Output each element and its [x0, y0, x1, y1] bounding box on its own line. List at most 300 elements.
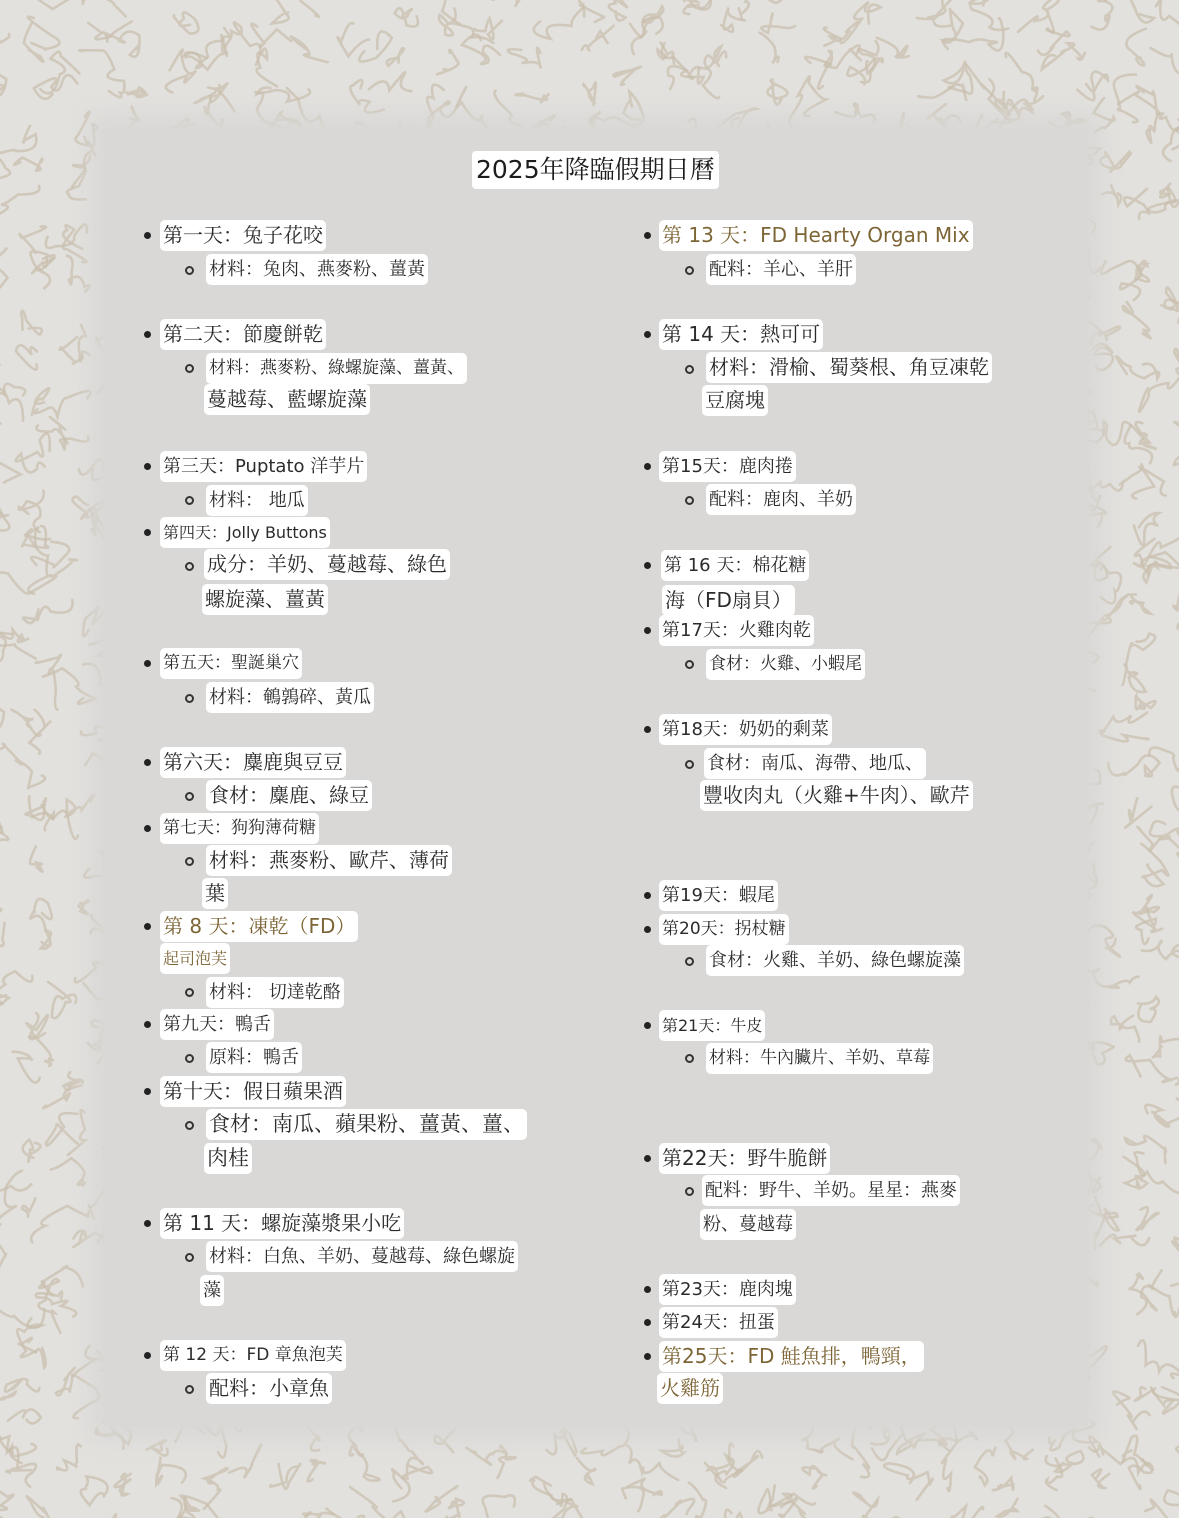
squiggle-shape [877, 38, 909, 58]
squiggle-shape [0, 827, 8, 871]
squiggle-shape [68, 1110, 85, 1155]
bullet-icon [144, 1021, 151, 1028]
squiggle-shape [508, 48, 541, 68]
squiggle-shape [60, 337, 90, 364]
squiggle-shape [255, 1512, 310, 1518]
squiggle-shape [31, 1206, 93, 1243]
squiggle-shape [1049, 112, 1084, 128]
squiggle-shape [21, 311, 42, 335]
bullet-icon [644, 1353, 651, 1360]
squiggle-shape [0, 1490, 13, 1518]
squiggle-shape [96, 1429, 124, 1449]
day-7-detail-2: 葉 [202, 878, 228, 909]
squiggle-shape [1108, 755, 1160, 776]
day-1-detail: 材料：兔肉、燕麥粉、薑黃 [206, 254, 428, 285]
day-11-detail-2: 藻 [200, 1275, 224, 1306]
squiggle-shape [1130, 594, 1151, 613]
squiggle-shape [1042, 43, 1085, 69]
squiggle-shape [11, 710, 40, 736]
squiggle-shape [51, 1158, 85, 1186]
squiggle-shape [1118, 86, 1159, 114]
squiggle-shape [43, 1085, 81, 1108]
squiggle-shape [350, 80, 384, 113]
squiggle-shape [790, 76, 826, 133]
circle-bullet-icon [185, 988, 194, 997]
squiggle-shape [350, 1487, 404, 1518]
squiggle-shape [1137, 821, 1165, 850]
day-2-title: 第二天：節慶餅乾 [160, 319, 326, 350]
day-17-title: 第17天：火雞肉乾 [659, 615, 814, 646]
squiggle-shape [23, 1140, 41, 1162]
bullet-icon [144, 529, 151, 536]
squiggle-shape [917, 0, 954, 20]
squiggle-shape [0, 559, 77, 593]
squiggle-shape [30, 847, 42, 872]
squiggle-shape [1092, 1469, 1109, 1488]
squiggle-shape [0, 384, 25, 396]
squiggle-shape [993, 1478, 1013, 1490]
squiggle-shape [510, 0, 536, 7]
squiggle-shape [1088, 464, 1142, 490]
squiggle-shape [1093, 972, 1138, 988]
squiggle-shape [1172, 785, 1179, 810]
squiggle-shape [28, 536, 51, 594]
squiggle-shape [1099, 731, 1149, 742]
squiggle-shape [88, 21, 132, 39]
squiggle-shape [1006, 53, 1038, 101]
squiggle-shape [1134, 513, 1159, 545]
squiggle-shape [1018, 0, 1060, 33]
squiggle-shape [81, 1477, 108, 1506]
squiggle-shape [1088, 320, 1120, 344]
squiggle-shape [498, 1454, 517, 1478]
squiggle-shape [78, 900, 88, 914]
day-22-detail-1: 配料：野牛、羊奶。星星：燕麥 [702, 1175, 960, 1206]
squiggle-shape [126, 87, 147, 97]
bullet-icon [644, 1022, 651, 1029]
bullet-icon [644, 726, 651, 733]
squiggle-shape [229, 1445, 261, 1478]
squiggle-shape [662, 1439, 684, 1457]
squiggle-shape [683, 0, 721, 14]
day-17-detail: 食材：火雞、小蝦尾 [706, 649, 865, 680]
squiggle-shape [1173, 589, 1179, 618]
squiggle-shape [802, 1466, 826, 1488]
circle-bullet-icon [185, 1121, 194, 1130]
squiggle-shape [36, 655, 61, 710]
day-15-title: 第15天：鹿肉捲 [659, 451, 796, 482]
bullet-icon [144, 923, 151, 930]
squiggle-shape [609, 0, 628, 21]
squiggle-shape [387, 48, 404, 65]
day-9-detail: 原料：鴨舌 [206, 1042, 302, 1073]
squiggle-shape [705, 1455, 743, 1482]
squiggle-shape [57, 1444, 81, 1470]
day-22-detail-2: 粉、蔓越莓 [700, 1209, 796, 1240]
bullet-icon [644, 926, 651, 933]
squiggle-shape [0, 1243, 6, 1268]
squiggle-shape [156, 1458, 186, 1485]
squiggle-shape [0, 635, 6, 661]
bullet-icon [644, 331, 651, 338]
squiggle-shape [1139, 184, 1175, 219]
bullet-icon [144, 463, 151, 470]
squiggle-shape [657, 43, 674, 64]
squiggle-shape [1174, 403, 1179, 441]
bullet-icon [144, 232, 151, 239]
squiggle-shape [583, 82, 595, 105]
squiggle-shape [1172, 1238, 1179, 1269]
day-8-title-cont: 起司泡芙 [160, 943, 230, 974]
day-10-title: 第十天：假日蘋果酒 [160, 1076, 346, 1107]
circle-bullet-icon [685, 1187, 694, 1196]
squiggle-shape [515, 94, 548, 103]
circle-bullet-icon [185, 792, 194, 801]
squiggle-shape [1113, 1391, 1149, 1429]
circle-bullet-icon [685, 1054, 694, 1063]
squiggle-shape [172, 1496, 227, 1518]
squiggle-shape [1101, 261, 1142, 300]
circle-bullet-icon [185, 857, 194, 866]
squiggle-shape [1116, 356, 1159, 378]
squiggle-shape [1100, 152, 1131, 172]
day-18-title: 第18天：奶奶的剩菜 [659, 714, 832, 745]
bullet-icon [144, 825, 151, 832]
day-3-detail: 材料： 地瓜 [206, 485, 308, 516]
bullet-icon [144, 1352, 151, 1359]
squiggle-shape [767, 80, 787, 105]
squiggle-shape [534, 5, 604, 39]
squiggle-shape [1122, 664, 1145, 692]
squiggle-shape [1126, 634, 1155, 665]
bullet-icon [644, 1319, 651, 1326]
squiggle-shape [1126, 29, 1145, 66]
squiggle-shape [1163, 129, 1179, 161]
squiggle-shape [951, 1506, 983, 1518]
day-14-title: 第 14 天：熱可可 [659, 319, 823, 350]
squiggle-shape [1156, 0, 1179, 30]
squiggle-shape [303, 1513, 332, 1518]
squiggle-shape [1077, 72, 1107, 101]
squiggle-shape [705, 46, 727, 67]
squiggle-shape [258, 0, 289, 24]
squiggle-shape [1045, 1506, 1092, 1518]
squiggle-shape [1125, 1136, 1166, 1163]
squiggle-shape [16, 345, 37, 369]
squiggle-shape [613, 67, 641, 85]
squiggle-shape [1145, 1105, 1179, 1127]
day-3-title: 第三天：Puptato 洋芋片 [160, 451, 367, 482]
squiggle-shape [1125, 0, 1154, 23]
squiggle-shape [436, 50, 458, 75]
day-1-title: 第一天：兔子花咬 [160, 220, 326, 251]
squiggle-shape [270, 1464, 300, 1489]
circle-bullet-icon [185, 266, 194, 275]
day-6-detail: 食材：麋鹿、綠豆 [206, 780, 372, 811]
bullet-icon [144, 1220, 151, 1227]
bullet-icon [644, 463, 651, 470]
day-12-title: 第 12 天：FD 章魚泡芙 [160, 1340, 346, 1371]
squiggle-shape [884, 1463, 933, 1500]
day-25-title-cont: 火雞筋 [657, 1373, 723, 1404]
squiggle-shape [79, 459, 106, 480]
squiggle-shape [721, 7, 745, 31]
squiggle-shape [1174, 438, 1179, 468]
squiggle-shape [634, 1499, 694, 1518]
squiggle-shape [1111, 1016, 1139, 1042]
day-5-title: 第五天：聖誕巢穴 [160, 648, 302, 679]
squiggle-shape [1145, 1499, 1179, 1518]
squiggle-shape [0, 268, 8, 301]
squiggle-shape [174, 12, 199, 33]
squiggle-shape [0, 993, 9, 1014]
squiggle-shape [858, 41, 878, 73]
squiggle-shape [29, 1037, 53, 1066]
squiggle-shape [359, 31, 391, 61]
squiggle-shape [326, 1509, 364, 1518]
squiggle-shape [1136, 1207, 1158, 1230]
squiggle-shape [23, 600, 72, 623]
day-20-title: 第20天：拐杖糖 [659, 914, 789, 945]
day-4-detail-2: 螺旋藻、薑黃 [202, 584, 328, 615]
squiggle-shape [73, 1359, 99, 1419]
squiggle-shape [1094, 98, 1115, 132]
squiggle-shape [147, 1440, 168, 1455]
circle-bullet-icon [185, 1054, 194, 1063]
squiggle-shape [761, 14, 795, 33]
day-11-detail-1: 材料：白魚、羊奶、蔓越莓、綠色螺旋 [206, 1241, 518, 1272]
squiggle-shape [8, 1409, 41, 1423]
day-20-detail: 食材：火雞、羊奶、綠色螺旋藻 [706, 945, 964, 976]
squiggle-shape [41, 931, 51, 949]
circle-bullet-icon [685, 760, 694, 769]
squiggle-shape [1092, 2, 1113, 30]
squiggle-shape [1126, 1055, 1177, 1082]
squiggle-shape [0, 607, 12, 634]
squiggle-shape [102, 32, 139, 57]
day-4-title: 第四天：Jolly Buttons [160, 517, 330, 548]
day-12-detail: 配料：小章魚 [206, 1373, 332, 1404]
squiggle-shape [5, 1378, 39, 1392]
day-7-detail-1: 材料：燕麥粉、歐芹、薄荷 [206, 845, 452, 876]
bullet-icon [644, 562, 651, 569]
squiggle-shape [16, 434, 50, 473]
squiggle-shape [871, 1427, 889, 1445]
squiggle-shape [369, 72, 412, 91]
day-15-detail: 配料：鹿肉、羊奶 [706, 484, 856, 515]
squiggle-shape [1151, 48, 1179, 73]
squiggle-shape [26, 1013, 47, 1039]
squiggle-shape [814, 1438, 852, 1459]
bullet-icon [144, 1088, 151, 1095]
squiggle-shape [115, 1474, 131, 1496]
squiggle-shape [853, 1492, 877, 1518]
bullet-icon [644, 892, 651, 899]
bullet-icon [144, 759, 151, 766]
circle-bullet-icon [685, 496, 694, 505]
day-14-detail-2: 豆腐塊 [702, 385, 768, 416]
day-8-detail: 材料： 切達乾酪 [206, 977, 344, 1008]
squiggle-shape [0, 227, 7, 262]
squiggle-shape [68, 0, 126, 16]
circle-bullet-icon [185, 694, 194, 703]
squiggle-shape [565, 1431, 596, 1484]
squiggle-shape [14, 158, 42, 171]
day-11-title: 第 11 天：螺旋藻漿果小吃 [160, 1208, 404, 1239]
squiggle-shape [942, 1431, 977, 1491]
squiggle-shape [25, 0, 72, 9]
circle-bullet-icon [185, 496, 194, 505]
bullet-icon [644, 232, 651, 239]
squiggle-shape [22, 1198, 35, 1217]
squiggle-shape [918, 84, 966, 100]
squiggle-shape [446, 1499, 464, 1518]
bullet-icon [644, 627, 651, 634]
squiggle-shape [835, 104, 874, 124]
day-25-title: 第25天：FD 鮭魚排，鴨頸， [659, 1341, 924, 1372]
squiggle-shape [582, 26, 614, 50]
squiggle-shape [1172, 89, 1179, 150]
squiggle-shape [734, 0, 753, 19]
squiggle-shape [43, 668, 95, 704]
squiggle-shape [1141, 844, 1168, 886]
squiggle-shape [403, 1451, 432, 1478]
day-19-title: 第19天：蝦尾 [659, 880, 778, 911]
day-5-detail: 材料：鵪鶉碎、黃瓜 [206, 682, 374, 713]
squiggle-shape [350, 1442, 380, 1480]
circle-bullet-icon [185, 1253, 194, 1262]
bullet-icon [644, 1286, 651, 1293]
squiggle-shape [1138, 1340, 1179, 1378]
squiggle-shape [0, 707, 4, 745]
squiggle-shape [100, 1513, 145, 1518]
squiggle-shape [725, 1510, 756, 1518]
day-13-detail: 配料：羊心、羊肝 [706, 254, 856, 285]
squiggle-shape [1086, 1139, 1102, 1193]
squiggle-shape [1088, 1197, 1117, 1218]
squiggle-shape [1100, 1235, 1149, 1246]
day-16-title: 第 16 天：棉花糖 [661, 550, 809, 581]
squiggle-shape [290, 36, 327, 62]
day-23-title: 第23天：鹿肉塊 [659, 1274, 796, 1305]
squiggle-shape [1138, 997, 1159, 1022]
squiggle-shape [79, 50, 124, 97]
squiggle-shape [997, 1499, 1018, 1517]
day-13-title: 第 13 天：FD Hearty Organ Mix [659, 220, 973, 251]
squiggle-shape [0, 186, 40, 218]
squiggle-shape [1136, 696, 1156, 709]
squiggle-shape [28, 17, 60, 50]
day-9-title: 第九天：鴨舌 [160, 1009, 274, 1040]
squiggle-shape [1124, 1157, 1148, 1189]
squiggle-shape [622, 1487, 644, 1511]
squiggle-shape [456, 87, 489, 130]
day-21-detail: 材料：牛內臟片、羊奶、草莓 [706, 1043, 933, 1074]
squiggle-shape [1149, 748, 1179, 771]
squiggle-shape [847, 58, 882, 84]
day-14-detail-1: 材料：滑榆、蜀葵根、角豆凍乾 [706, 352, 992, 383]
squiggle-shape [1, 126, 37, 153]
squiggle-shape [6, 1464, 36, 1487]
squiggle-shape [308, 1460, 326, 1482]
day-18-detail-1: 食材：南瓜、海帶、地瓜、 [704, 748, 926, 779]
day-6-title: 第六天：麋鹿與豆豆 [160, 747, 346, 778]
squiggle-shape [624, 92, 644, 125]
squiggle-shape [46, 1113, 78, 1145]
circle-bullet-icon [185, 364, 194, 373]
day-2-detail-1: 材料：燕麥粉、綠螺旋藻、薑黃、 [206, 353, 467, 384]
squiggle-shape [1147, 113, 1179, 143]
squiggle-shape [395, 8, 418, 26]
squiggle-shape [0, 896, 1, 920]
squiggle-shape [1149, 1285, 1179, 1317]
squiggle-shape [975, 1448, 996, 1486]
squiggle-shape [530, 1477, 571, 1504]
squiggle-shape [56, 1368, 75, 1396]
day-10-detail-1: 食材：南瓜、蘋果粉、薑黃、薑、 [206, 1109, 527, 1140]
bullet-icon [144, 331, 151, 338]
squiggle-shape [65, 794, 94, 816]
circle-bullet-icon [685, 266, 694, 275]
squiggle-shape [27, 1496, 55, 1518]
day-21-title: 第21天：牛皮 [659, 1010, 765, 1041]
squiggle-shape [1171, 1277, 1179, 1298]
day-24-title: 第24天：扭蛋 [659, 1307, 778, 1338]
squiggle-shape [0, 923, 5, 975]
squiggle-shape [1152, 1035, 1179, 1057]
squiggle-shape [13, 1052, 40, 1083]
squiggle-shape [1046, 1451, 1084, 1472]
squiggle-shape [1093, 344, 1113, 370]
day-22-title: 第22天：野牛脆餅 [659, 1143, 830, 1174]
bullet-icon [644, 1155, 651, 1162]
squiggle-shape [257, 49, 277, 87]
squiggle-shape [1086, 925, 1120, 956]
circle-bullet-icon [685, 957, 694, 966]
bullet-icon [144, 660, 151, 667]
squiggle-shape [32, 257, 50, 288]
circle-bullet-icon [685, 365, 694, 374]
squiggle-shape [0, 1171, 22, 1225]
circle-bullet-icon [185, 1385, 194, 1394]
squiggle-shape [1164, 1490, 1179, 1518]
squiggle-shape [483, 1495, 515, 1518]
day-7-title: 第七天：狗狗薄荷糖 [160, 813, 319, 844]
squiggle-shape [48, 982, 76, 1018]
day-18-detail-2: 豐收肉丸（火雞+牛肉）、歐芹 [700, 780, 973, 811]
squiggle-shape [76, 112, 90, 145]
circle-bullet-icon [185, 562, 194, 571]
day-10-detail-2: 肉桂 [204, 1143, 252, 1174]
squiggle-shape [1123, 302, 1151, 338]
squiggle-shape [0, 16, 9, 42]
squiggle-shape [30, 899, 52, 931]
day-8-title: 第 8 天：凍乾（FD） [160, 911, 358, 942]
squiggle-shape [548, 0, 586, 16]
squiggle-shape [1162, 828, 1179, 864]
squiggle-shape [1174, 349, 1179, 377]
circle-bullet-icon [685, 660, 694, 669]
squiggle-shape [435, 1428, 457, 1452]
squiggle-shape [818, 51, 832, 89]
squiggle-shape [1129, 1460, 1152, 1489]
squiggle-shape [60, 437, 89, 450]
squiggle-shape [0, 971, 32, 1004]
squiggle-shape [0, 155, 10, 179]
day-2-detail-2: 蔓越莓、藍螺旋藻 [204, 384, 370, 415]
squiggle-shape [759, 33, 778, 63]
squiggle-shape [1125, 798, 1151, 827]
